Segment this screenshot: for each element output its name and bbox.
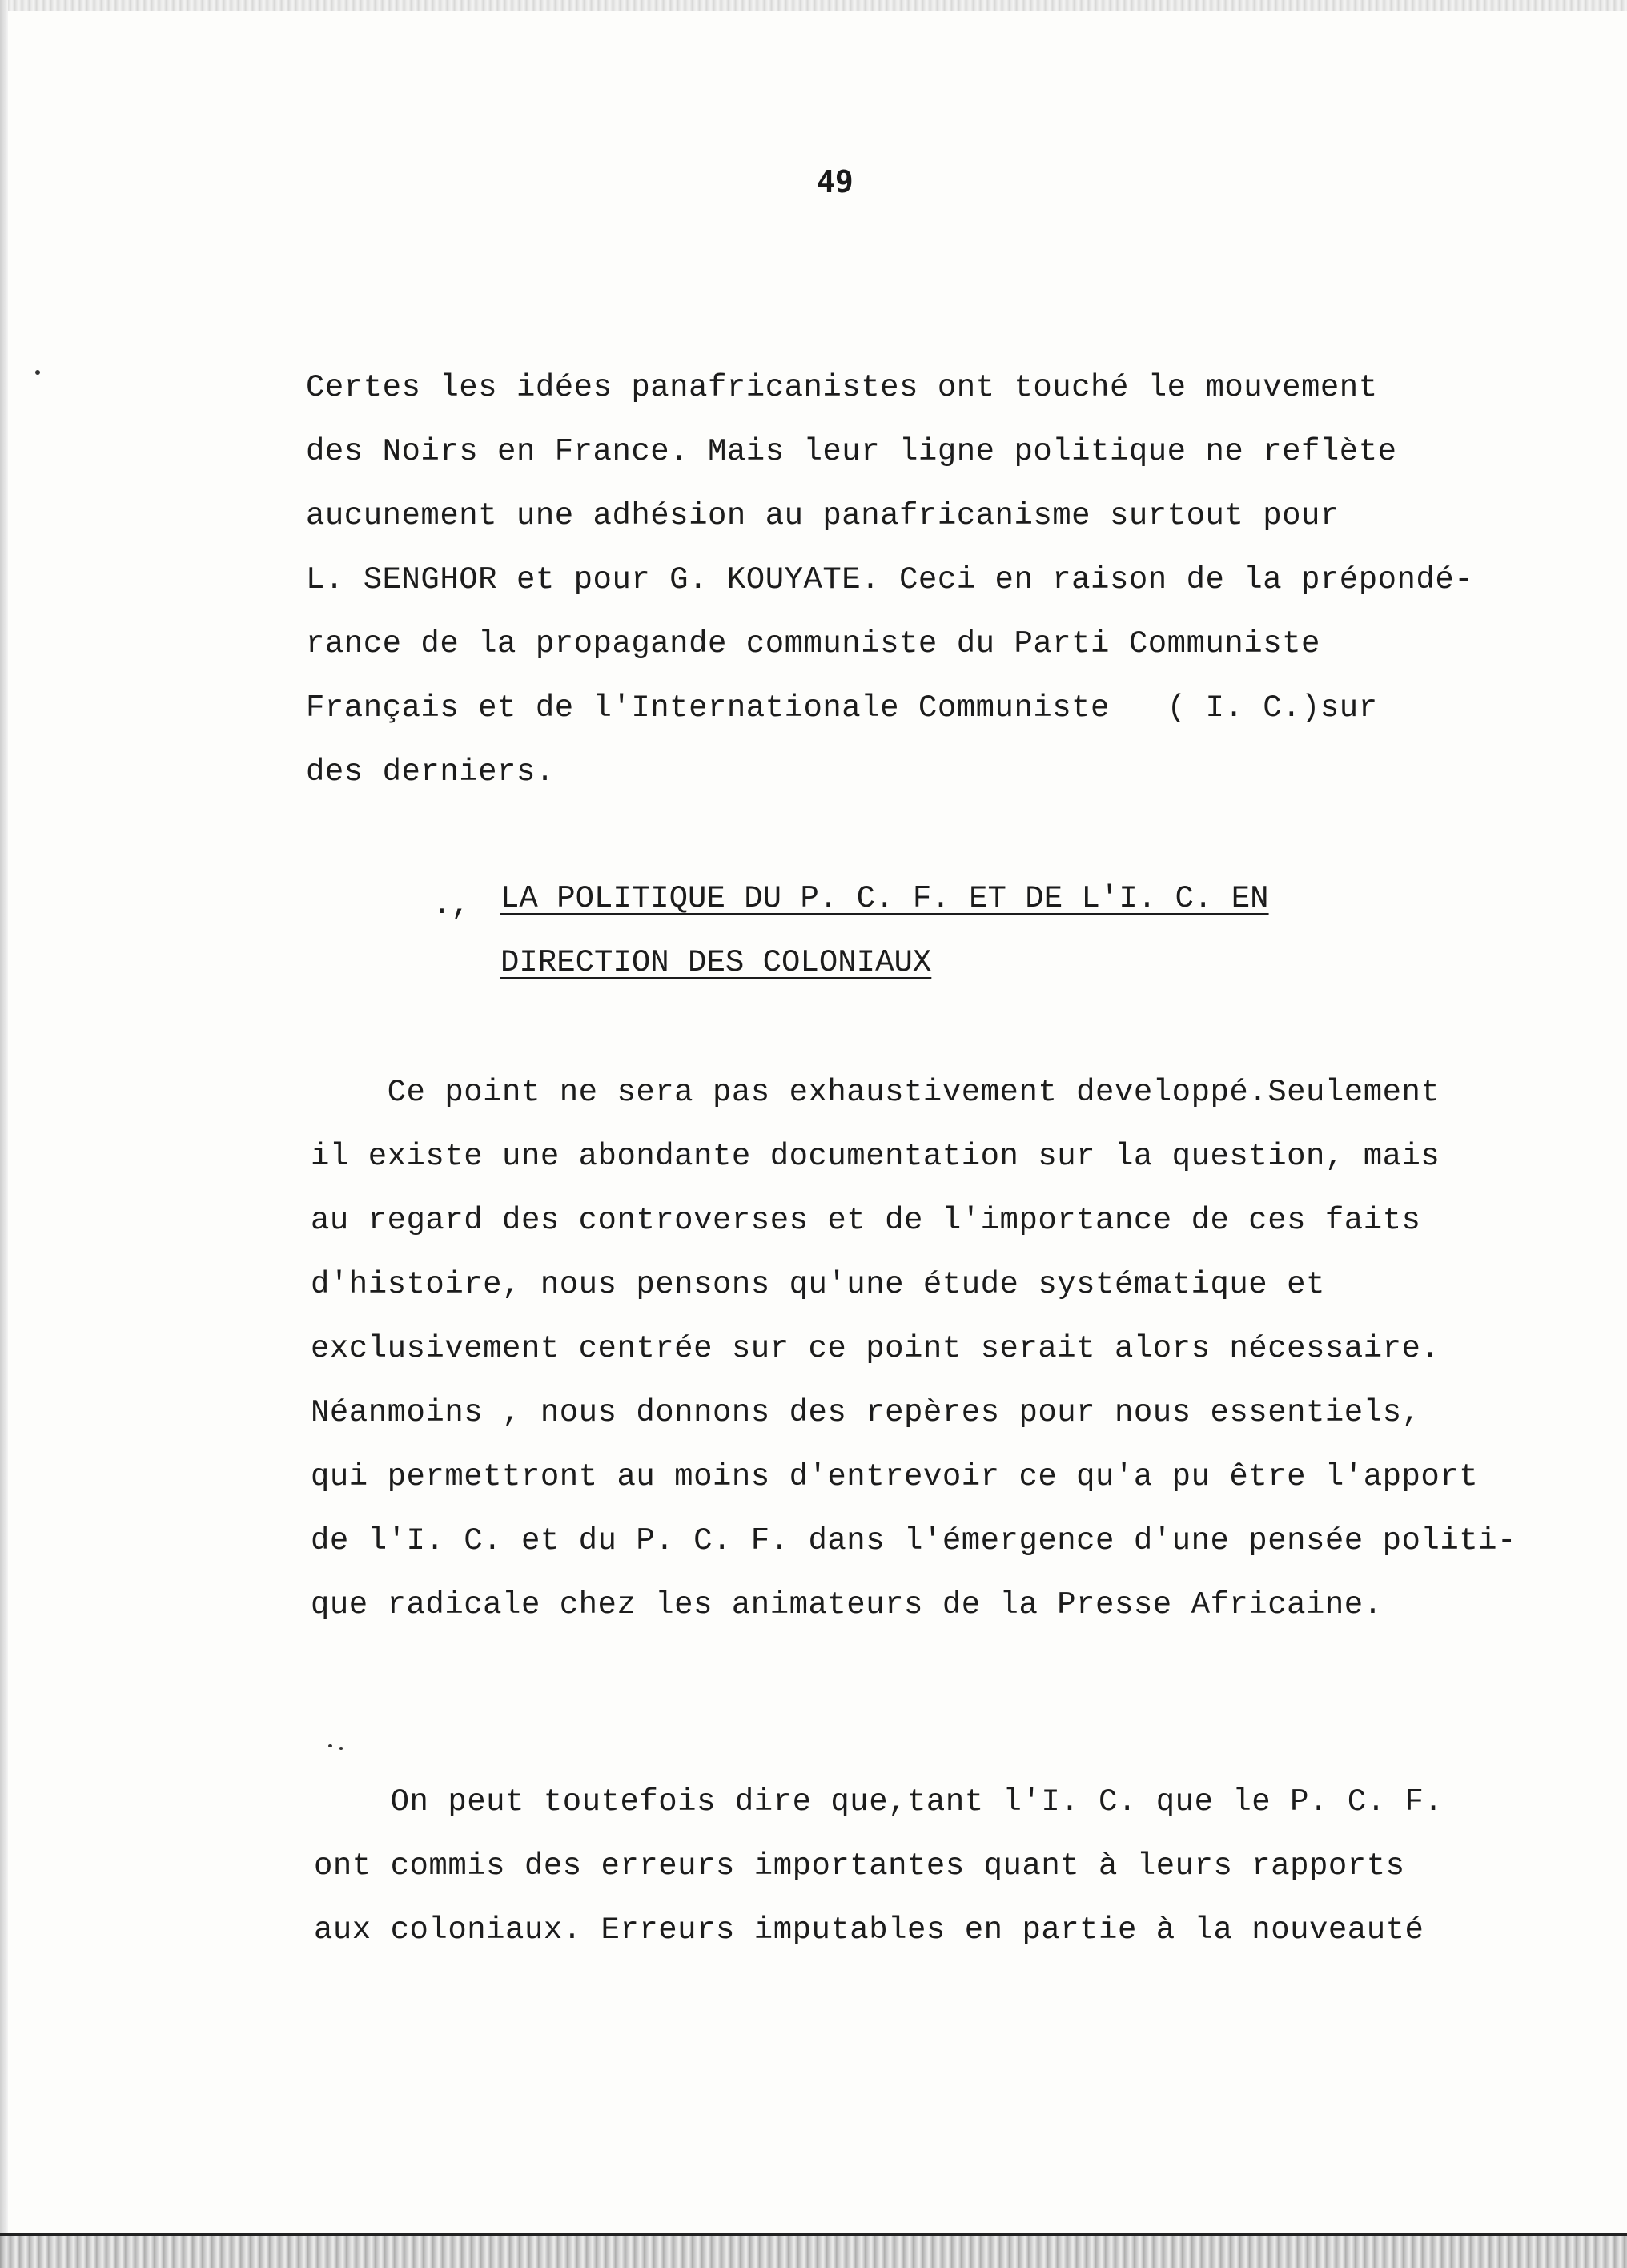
paragraph-3-line: aux coloniaux. Erreurs imputables en partie à la nouveauté xyxy=(314,1912,1424,1948)
paragraph-2-line: de l'I. C. et du P. C. F. dans l'émergence d'une pensée politi- xyxy=(311,1523,1517,1558)
scan-top-edge xyxy=(0,0,1627,11)
paragraph-3-line: ont commis des erreurs importantes quant à leurs rapports xyxy=(314,1848,1405,1884)
paragraph-1-line: des derniers. xyxy=(306,754,555,790)
paragraph-1-line: Français et de l'Internationale Communiste ( I. C.)sur xyxy=(306,690,1378,726)
scan-speck xyxy=(328,1744,332,1747)
scan-left-edge xyxy=(0,0,8,2268)
paragraph-2-line: exclusivement centrée sur ce point serait alors nécessaire. xyxy=(311,1331,1440,1366)
paragraph-2-line: d'histoire, nous pensons qu'une étude systématique et xyxy=(311,1267,1325,1302)
paragraph-2-line: qui permettront au moins d'entrevoir ce qu'a pu être l'apport xyxy=(311,1459,1479,1494)
scan-bottom-edge xyxy=(0,2236,1627,2268)
page-number: 49 xyxy=(817,164,854,199)
paragraph-2-line: au regard des controverses et de l'importance de ces faits xyxy=(311,1203,1421,1238)
scan-speck xyxy=(35,370,40,375)
paragraph-1-line: Certes les idées panafricanistes ont touché le mouvement xyxy=(306,370,1378,405)
paragraph-1-line: aucunement une adhésion au panafricanisme surtout pour xyxy=(306,498,1340,533)
paragraph-1-line: L. SENGHOR et pour G. KOUYATE. Ceci en raison de la prépondé- xyxy=(306,562,1474,597)
scan-speck xyxy=(339,1747,343,1750)
section-heading-line-2: DIRECTION DES COLONIAUX xyxy=(500,945,932,980)
section-heading-line-1: LA POLITIQUE DU P. C. F. ET DE L'I. C. EN xyxy=(500,881,1269,916)
section-marker: ., xyxy=(432,887,470,923)
paragraph-3-line: On peut toutefois dire que,tant l'I. C. que le P. C. F. xyxy=(314,1784,1444,1820)
paragraph-2-line: Ce point ne sera pas exhaustivement developpé.Seulement xyxy=(311,1075,1440,1110)
paragraph-2-line: il existe une abondante documentation sur la question, mais xyxy=(311,1139,1440,1174)
paragraph-1-line: rance de la propagande communiste du Parti Communiste xyxy=(306,626,1320,662)
paragraph-2-line: Néanmoins , nous donnons des repères pour nous essentiels, xyxy=(311,1395,1421,1430)
paragraph-1-line: des Noirs en France. Mais leur ligne politique ne reflète xyxy=(306,434,1397,469)
paragraph-2-line: que radicale chez les animateurs de la Presse Africaine. xyxy=(311,1587,1383,1623)
